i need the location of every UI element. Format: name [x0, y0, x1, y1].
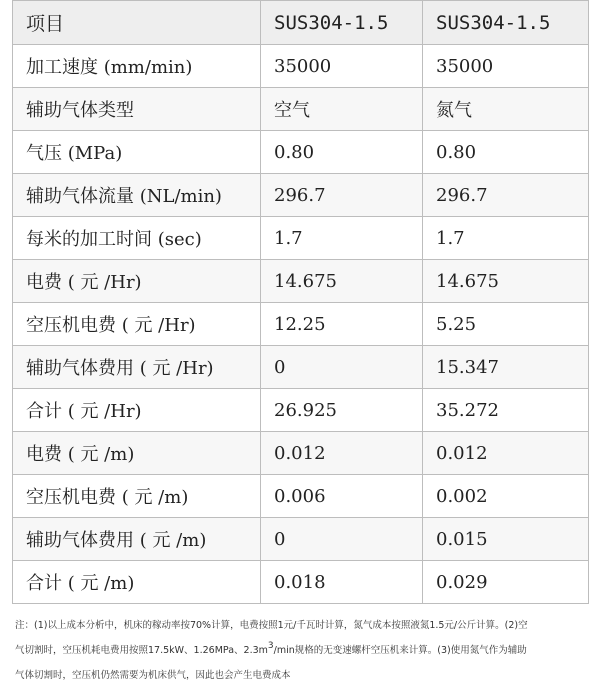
- table-row: [13, 518, 589, 561]
- value-nitrogen: 14.675: [423, 260, 589, 303]
- footnote-text: 注：(1)以上成本分析中，机床的稼动率按70%计算，电费按照1元/千瓦时计算，氮气成本按照液氮1.5元/公斤计算。(2)空: [15, 620, 528, 631]
- row-label: 辅助气体流量 (NL/min): [13, 174, 261, 217]
- value-air: 35000: [261, 45, 423, 88]
- value-air: 0.006: [261, 475, 423, 518]
- footnote-line: [15, 638, 590, 663]
- table-row: [13, 303, 589, 346]
- value-air: 0: [261, 346, 423, 389]
- table-row: [13, 346, 589, 389]
- footnote-line: [15, 613, 590, 638]
- value-air: 0: [261, 518, 423, 561]
- footnote-text: /min规格的无变速螺杆空压机来计算。(3)使用氮气作为辅助: [273, 645, 527, 656]
- value-air: 26.925: [261, 389, 423, 432]
- header-sample-nitrogen: SUS304-1.5: [423, 1, 589, 45]
- value-nitrogen: 35.272: [423, 389, 589, 432]
- header-item: 项目: [13, 1, 261, 45]
- footnote-text: 气切割时，空压机耗电费用按照17.5kW、1.26MPa、2.3m: [15, 645, 268, 656]
- table-body: [13, 45, 589, 604]
- footnote-line: [15, 663, 590, 688]
- table-row: [13, 45, 589, 88]
- value-nitrogen: 0.002: [423, 475, 589, 518]
- table-row: [13, 389, 589, 432]
- row-label: 合计 ( 元 /m): [13, 561, 261, 604]
- value-air: 0.012: [261, 432, 423, 475]
- value-air: 0.018: [261, 561, 423, 604]
- row-label: 每米的加工时间 (sec): [13, 217, 261, 260]
- row-label: 电费 ( 元 /Hr): [13, 260, 261, 303]
- value-nitrogen: 0.80: [423, 131, 589, 174]
- value-nitrogen: 35000: [423, 45, 589, 88]
- table-header-row: [13, 1, 589, 45]
- value-nitrogen: 15.347: [423, 346, 589, 389]
- table-row: [13, 475, 589, 518]
- value-air: 296.7: [261, 174, 423, 217]
- value-air: 14.675: [261, 260, 423, 303]
- value-nitrogen: 0.012: [423, 432, 589, 475]
- row-label: 加工速度 (mm/min): [13, 45, 261, 88]
- table-row: [13, 131, 589, 174]
- table-row: [13, 174, 589, 217]
- row-label: 辅助气体类型: [13, 88, 261, 131]
- value-nitrogen: 0.015: [423, 518, 589, 561]
- value-nitrogen: 296.7: [423, 174, 589, 217]
- value-air: 12.25: [261, 303, 423, 346]
- header-sample-air: SUS304-1.5: [261, 1, 423, 45]
- row-label: 辅助气体费用 ( 元 /Hr): [13, 346, 261, 389]
- footnote-text: 气体切割时，空压机仍然需要为机床供气，因此也会产生电费成本: [15, 670, 291, 681]
- row-label: 辅助气体费用 ( 元 /m): [13, 518, 261, 561]
- value-air: 空气: [261, 88, 423, 131]
- table-row: [13, 561, 589, 604]
- value-nitrogen: 1.7: [423, 217, 589, 260]
- footnote: [15, 613, 590, 688]
- cost-comparison-table-container: [12, 0, 588, 604]
- value-nitrogen: 0.029: [423, 561, 589, 604]
- value-air: 1.7: [261, 217, 423, 260]
- table-row: [13, 88, 589, 131]
- row-label: 合计 ( 元 /Hr): [13, 389, 261, 432]
- value-nitrogen: 5.25: [423, 303, 589, 346]
- row-label: 空压机电费 ( 元 /m): [13, 475, 261, 518]
- table-row: [13, 217, 589, 260]
- value-nitrogen: 氮气: [423, 88, 589, 131]
- table-row: [13, 432, 589, 475]
- row-label: 电费 ( 元 /m): [13, 432, 261, 475]
- superscript-three: 3: [267, 640, 274, 651]
- cost-comparison-table: [12, 0, 589, 604]
- value-air: 0.80: [261, 131, 423, 174]
- table-row: [13, 260, 589, 303]
- row-label: 空压机电费 ( 元 /Hr): [13, 303, 261, 346]
- row-label: 气压 (MPa): [13, 131, 261, 174]
